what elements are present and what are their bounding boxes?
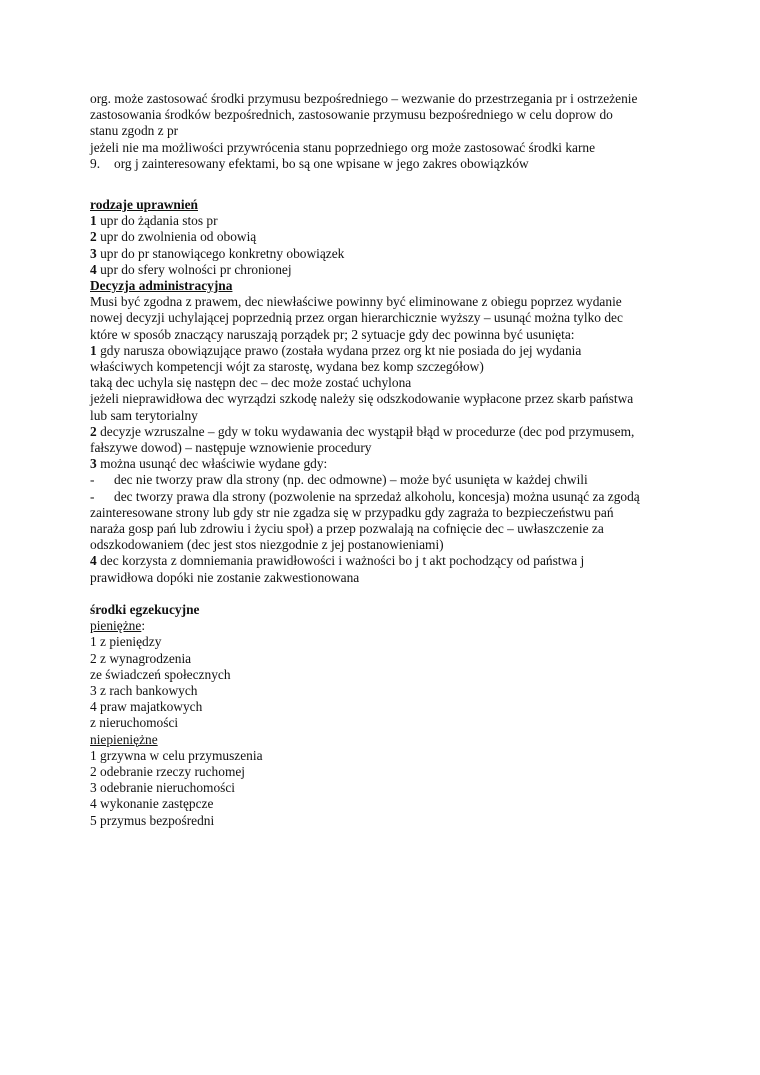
- decision-point-1: 1 gdy narusza obowiązujące prawo (została wydana przez org kt nie posiada do jej wydania: [90, 342, 582, 358]
- numbered-item-9: [90, 156, 680, 172]
- text-line: nowej decyzji uchylającej poprzednią przez organ hierarchicznie wyższy – usunąć można tylko dec: [90, 310, 623, 326]
- section-heading-decyzja: Decyzja administracyjna: [90, 278, 233, 294]
- text-line: naraża gosp pań lub zdrowiu i życiu społ) a przep pozwalają na cofnięcie dec – uwłaszczenie za: [90, 521, 604, 537]
- rights-item: 1 upr do żądania stos pr: [90, 213, 218, 229]
- section-heading-srodki: środki egzekucyjne: [90, 601, 200, 617]
- text-line: prawidłowa dopóki nie zostanie zakwestionowana: [90, 569, 360, 585]
- text-line: odszkodowaniem (dec jest stos niezgodnie z jej postanowieniami): [90, 537, 444, 553]
- document-body: [90, 91, 680, 829]
- item-number: 9.: [90, 155, 101, 171]
- subheading-niepieniezne: niepieniężne: [90, 731, 158, 747]
- decision-point-2: 2 decyzje wzruszalne – gdy w toku wydawania dec wystąpił błąd w procedurze (dec pod przymusem,: [90, 423, 635, 439]
- text-line: jeżeli nie ma możliwości przywrócenia stanu poprzedniego org może zastosować środki karne: [90, 139, 596, 155]
- text-line: Musi być zgodna z prawem, dec niewłaściwe powinny być eliminowane z obiegu poprzez wydanie: [90, 294, 622, 310]
- list-item: 1 z pieniędzy: [90, 634, 162, 650]
- text-line: org. może zastosować środki przymusu bezpośredniego – wezwanie do przestrzegania pr i ostrzeżenie: [90, 91, 638, 106]
- text-line: właściwych kompetencji wójt za starostę, wydana bez komp szczegółow): [90, 359, 484, 375]
- rights-item: 3 upr do pr stanowiącego konkretny obowiązek: [90, 245, 345, 261]
- decision-point-3: 3 można usunąć dec właściwie wydane gdy:: [90, 456, 328, 472]
- list-item: 5 przymus bezpośredni: [90, 812, 215, 828]
- dash-item: - dec nie tworzy praw dla strony (np. dec odmowne) – może być usunięta w każdej chwili: [90, 472, 588, 488]
- text-line: jeżeli nieprawidłowa dec wyrządzi szkodę należy się odszkodowanie wypłacone przez skarb państwa: [90, 391, 634, 407]
- text-line: lub sam terytorialny: [90, 407, 198, 423]
- text-line: zainteresowane strony lub gdy str nie zgadza się w przypadku gdy zagraża to bezpieczeństwu pań: [90, 504, 614, 520]
- text-line: zastosowania środków bezpośrednich, zastosowanie przymusu bezpośredniego w celu doprow do: [90, 107, 613, 123]
- section-heading-rodzaje: rodzaje uprawnień: [90, 197, 198, 213]
- list-item: z nieruchomości: [90, 715, 179, 731]
- subheading-pieniezne: pieniężne:: [90, 618, 146, 634]
- list-item: 4 praw majatkowych: [90, 699, 203, 715]
- list-item: 3 odebranie nieruchomości: [90, 780, 236, 796]
- list-item: 3 z rach bankowych: [90, 682, 198, 698]
- list-item: 2 z wynagrodzenia: [90, 650, 192, 666]
- list-item: 4 wykonanie zastępcze: [90, 796, 214, 812]
- text-line: taką dec uchyla się następn dec – dec może zostać uchylona: [90, 375, 412, 391]
- list-item: ze świadczeń społecznych: [90, 666, 231, 682]
- text-line: stanu zgodn z pr: [90, 123, 179, 139]
- decision-point-4: 4 dec korzysta z domniemania prawidłowości i ważności bo j t akt pochodzący od państwa j: [90, 553, 585, 569]
- list-item: 1 grzywna w celu przymuszenia: [90, 747, 263, 763]
- text-line: które w sposób znaczący naruszają porządek pr; 2 sytuacje gdy dec powinna być usunięta:: [90, 326, 575, 342]
- item-text: org j zainteresowany efektami, bo są one wpisane w jego zakres obowiązków: [114, 155, 529, 171]
- list-item: 2 odebranie rzeczy ruchomej: [90, 763, 246, 779]
- dash-item: - dec tworzy prawa dla strony (pozwolenie na sprzedaż alkoholu, koncesja) można usunąć za zgodą: [90, 488, 640, 504]
- rights-item: 2 upr do zwolnienia od obowią: [90, 229, 257, 245]
- text-line: fałszywe dowod) – następuje wznowienie procedury: [90, 440, 372, 456]
- rights-item: 4 upr do sfery wolności pr chronionej: [90, 261, 292, 277]
